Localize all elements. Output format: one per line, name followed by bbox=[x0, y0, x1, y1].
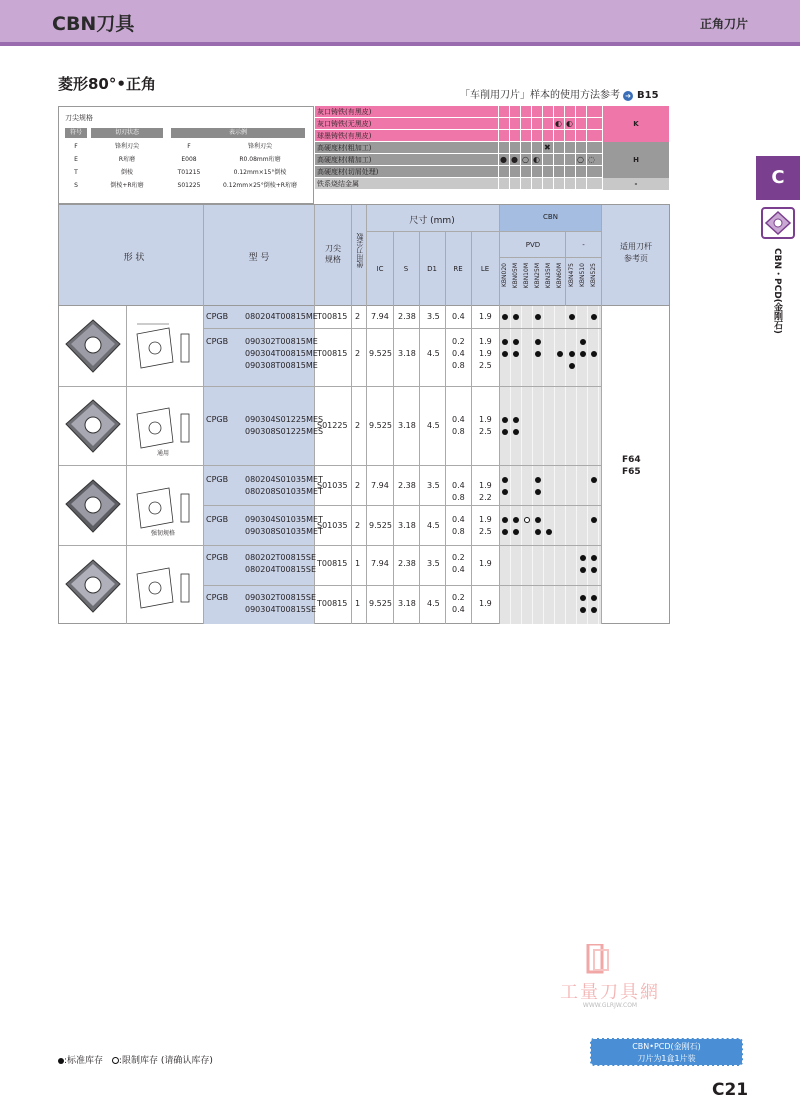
s-cell: 3.18 bbox=[398, 521, 416, 530]
d1-cell: 3.5 bbox=[427, 312, 440, 321]
re-cell: 0.8 bbox=[452, 427, 465, 436]
col-le: LE bbox=[480, 265, 490, 273]
limited-stock-circle-icon bbox=[112, 1057, 119, 1064]
stock-dot bbox=[591, 555, 597, 561]
legend-limited: :限制库存 (请确认库存) bbox=[118, 1056, 213, 1066]
row-divider bbox=[203, 505, 601, 506]
series-cell: CPGB bbox=[206, 337, 229, 346]
model-cell[interactable]: 090304S01035MET bbox=[245, 515, 323, 524]
row-divider bbox=[499, 231, 601, 232]
model-cell[interactable]: 090308T00815ME bbox=[245, 361, 318, 370]
ic-cell: 9.525 bbox=[369, 349, 392, 358]
stock-dot bbox=[557, 351, 563, 357]
group-k: K bbox=[603, 106, 669, 142]
matrix-divider bbox=[498, 106, 499, 190]
stock-dot bbox=[513, 339, 519, 345]
col-model: 型 号 bbox=[248, 253, 270, 263]
material-label: 铁系烧结金属 bbox=[317, 180, 359, 188]
col-divider bbox=[565, 231, 566, 307]
grade-label: KBN35M bbox=[545, 263, 552, 289]
tip-cell: S01035 bbox=[317, 481, 348, 490]
stock-dot bbox=[502, 489, 508, 495]
stock-dot bbox=[502, 529, 508, 535]
group-dash: - bbox=[603, 178, 669, 190]
material-label: 高硬度材(切屑处理) bbox=[317, 168, 379, 176]
col-divider bbox=[351, 205, 352, 307]
series-cell: CPGB bbox=[206, 312, 229, 321]
spec-cell: 锋利刃尖 bbox=[247, 143, 272, 150]
series-cell: CPGB bbox=[206, 593, 229, 602]
spec-header-example: 表示例 bbox=[171, 128, 305, 138]
le-cell: 2.5 bbox=[479, 527, 492, 536]
stock-dot bbox=[591, 595, 597, 601]
col-s: S bbox=[403, 265, 409, 273]
circle-icon: ○ bbox=[522, 155, 529, 164]
grade-label: KBN05M bbox=[512, 263, 519, 289]
spec-cell: 倒棱 bbox=[120, 169, 133, 176]
spec-cell: S01225 bbox=[177, 182, 201, 189]
count-cell: 2 bbox=[355, 312, 361, 321]
le-cell: 1.9 bbox=[479, 337, 492, 346]
matrix-divider bbox=[586, 106, 587, 190]
spec-title: 刀尖规格 bbox=[65, 114, 93, 122]
stock-dot bbox=[580, 607, 586, 613]
spec-cell: S bbox=[74, 182, 78, 189]
model-cell[interactable]: 080202T00815SE bbox=[245, 553, 317, 562]
spec-cell: R0.08mm珩磨 bbox=[239, 156, 281, 163]
material-label: 球墨铸铁(有黑皮) bbox=[317, 132, 372, 140]
material-label: 灰口铸铁(无黑皮) bbox=[317, 120, 372, 128]
model-cell[interactable]: 080204T00815SE bbox=[245, 565, 317, 574]
model-cell[interactable]: 090308S01225MES bbox=[245, 427, 324, 436]
stock-dot bbox=[513, 417, 519, 423]
insert-photo bbox=[62, 316, 124, 376]
col-d1: D1 bbox=[427, 265, 437, 273]
tip-cell: T00815 bbox=[317, 599, 348, 608]
spec-cell: T01215 bbox=[177, 169, 201, 176]
stock-dot bbox=[591, 607, 597, 613]
reference-note[interactable] bbox=[460, 86, 659, 101]
col-holder: 适用刀杆 参考页 bbox=[620, 242, 652, 263]
re-cell: 0.8 bbox=[452, 361, 465, 370]
dot-icon: ● bbox=[511, 155, 518, 164]
stock-dot bbox=[580, 595, 586, 601]
stock-dot bbox=[591, 351, 597, 357]
spec-cell: F bbox=[74, 143, 78, 150]
matrix-divider bbox=[531, 106, 532, 190]
d1-cell: 3.5 bbox=[427, 559, 440, 568]
re-cell: 0.4 bbox=[452, 515, 465, 524]
stock-dot bbox=[513, 314, 519, 320]
table-header bbox=[58, 204, 670, 306]
cross-icon: ✖ bbox=[544, 143, 551, 152]
drawing-caption: 通用 bbox=[157, 450, 170, 457]
page-number: C21 bbox=[712, 1080, 749, 1100]
s-cell: 2.38 bbox=[398, 481, 416, 490]
stock-dot bbox=[535, 314, 541, 320]
le-cell: 2.5 bbox=[479, 361, 492, 370]
stock-dot bbox=[535, 351, 541, 357]
re-cell: 0.8 bbox=[452, 493, 465, 502]
package-note bbox=[590, 1038, 743, 1066]
stock-dot bbox=[591, 567, 597, 573]
re-cell: 0.2 bbox=[452, 553, 465, 562]
re-cell: 0.2 bbox=[452, 593, 465, 602]
material-matrix bbox=[315, 106, 669, 204]
d1-cell: 4.5 bbox=[427, 349, 440, 358]
count-cell: 2 bbox=[355, 481, 361, 490]
le-cell: 2.2 bbox=[479, 493, 492, 502]
dot-icon: ● bbox=[500, 155, 507, 164]
row-divider bbox=[59, 545, 601, 546]
half-dot-icon: ◐ bbox=[566, 119, 573, 128]
package-note-text: CBN•PCD(金刚石) 刀片为1盒1片装 bbox=[632, 1042, 701, 1063]
series-cell: CPGB bbox=[206, 553, 229, 562]
col-tip: 刀尖 规格 bbox=[325, 244, 341, 264]
circle-icon: ○ bbox=[577, 155, 584, 164]
ic-cell: 7.94 bbox=[371, 312, 389, 321]
model-cell[interactable]: 080208S01035MET bbox=[245, 487, 323, 496]
material-label: 高硬度材(精加工) bbox=[317, 156, 372, 164]
re-cell: 0.2 bbox=[452, 337, 465, 346]
header-bar bbox=[0, 0, 800, 46]
legend bbox=[58, 1053, 213, 1066]
stock-dot bbox=[502, 517, 508, 523]
matrix-divider bbox=[553, 106, 554, 190]
insert-drawing bbox=[129, 314, 201, 380]
grade-label: KBN10M bbox=[523, 263, 530, 289]
side-label: CBN・PCD(金刚石) bbox=[772, 248, 782, 334]
grade-label: KBN510 bbox=[579, 263, 586, 287]
stock-dot bbox=[535, 489, 541, 495]
re-cell: 0.4 bbox=[452, 565, 465, 574]
model-cell[interactable]: 090304T00815ME bbox=[245, 349, 318, 358]
d1-cell: 3.5 bbox=[427, 481, 440, 490]
matrix-divider bbox=[520, 106, 521, 190]
d1-cell: 4.5 bbox=[427, 599, 440, 608]
limited-stock-circle bbox=[524, 517, 530, 523]
row-divider bbox=[203, 328, 601, 329]
col-count: 使用刀尖数 bbox=[356, 233, 364, 268]
model-cell[interactable]: 080204S01035MET bbox=[245, 475, 323, 484]
series-cell: CPGB bbox=[206, 515, 229, 524]
watermark-text: 工量刀具網 bbox=[560, 982, 660, 1003]
half-dot-icon: ◐ bbox=[533, 155, 540, 164]
legend-standard: :标准库存 bbox=[64, 1056, 104, 1066]
stock-dot bbox=[535, 529, 541, 535]
series-cell: CPGB bbox=[206, 475, 229, 484]
stock-dot bbox=[546, 529, 552, 535]
stock-dot bbox=[569, 314, 575, 320]
stock-dot bbox=[569, 363, 575, 369]
le-cell: 1.9 bbox=[479, 559, 492, 568]
insert-photo bbox=[62, 476, 124, 536]
col-dims: 尺寸 (mm) bbox=[409, 216, 455, 226]
count-cell: 2 bbox=[355, 521, 361, 530]
stock-dot bbox=[513, 517, 519, 523]
insert-drawing bbox=[129, 554, 201, 620]
spec-cell: E bbox=[74, 156, 78, 163]
count-cell: 2 bbox=[355, 421, 361, 430]
col-ic: IC bbox=[376, 265, 384, 273]
col-divider bbox=[601, 306, 602, 624]
reference-page[interactable]: B15 bbox=[637, 90, 659, 101]
model-cell[interactable]: 090304T00815SE bbox=[245, 605, 317, 614]
col-re: RE bbox=[453, 265, 463, 273]
tip-cell: T00815 bbox=[317, 349, 348, 358]
spec-cell: 0.12mm×25°倒棱+R珩磨 bbox=[223, 182, 297, 189]
stock-dot bbox=[580, 555, 586, 561]
stock-dot bbox=[502, 417, 508, 423]
arrow-icon: ➜ bbox=[623, 91, 633, 101]
matrix-divider bbox=[509, 106, 510, 190]
watermark-logo bbox=[540, 944, 680, 1014]
col-pvd: PVD bbox=[525, 241, 541, 249]
grade-label: KBN25M bbox=[534, 263, 541, 289]
spec-cell: F bbox=[187, 143, 191, 150]
count-cell: 2 bbox=[355, 349, 361, 358]
row-divider bbox=[203, 585, 601, 586]
le-cell: 1.9 bbox=[479, 415, 492, 424]
model-cell[interactable]: 090304S01225MES bbox=[245, 415, 324, 424]
stock-dot bbox=[502, 477, 508, 483]
stock-dot bbox=[591, 314, 597, 320]
insert-icon bbox=[761, 207, 795, 239]
stock-dot bbox=[580, 339, 586, 345]
stock-dot bbox=[502, 351, 508, 357]
tip-cell: S01035 bbox=[317, 521, 348, 530]
re-cell: 0.4 bbox=[452, 312, 465, 321]
count-cell: 1 bbox=[355, 559, 361, 568]
row-divider bbox=[499, 257, 601, 258]
holder-reference[interactable]: F64 F65 bbox=[622, 455, 641, 477]
drawing-caption: 强韧规格 bbox=[151, 530, 176, 537]
tip-cell: T00815 bbox=[317, 312, 348, 321]
spec-cell: E008 bbox=[181, 156, 197, 163]
matrix-divider bbox=[575, 106, 576, 190]
s-cell: 2.38 bbox=[398, 312, 416, 321]
half-dot-icon: ◐ bbox=[555, 119, 562, 128]
stock-dot bbox=[569, 351, 575, 357]
header-category: 正角刀片 bbox=[699, 17, 748, 31]
tip-spec-table bbox=[58, 106, 314, 204]
s-cell: 3.18 bbox=[398, 599, 416, 608]
row-divider bbox=[59, 465, 601, 466]
ic-cell: 9.525 bbox=[369, 521, 392, 530]
re-cell: 0.4 bbox=[452, 349, 465, 358]
stock-dot bbox=[502, 314, 508, 320]
stock-dot bbox=[591, 517, 597, 523]
insert-photo bbox=[62, 396, 124, 456]
spec-cell: 锋利刃尖 bbox=[114, 143, 139, 150]
spec-cell: 倒棱+R珩磨 bbox=[110, 182, 144, 189]
group-h: H bbox=[603, 142, 669, 178]
spec-cell: R珩磨 bbox=[118, 156, 136, 163]
le-cell: 1.9 bbox=[479, 312, 492, 321]
row-divider bbox=[59, 386, 601, 387]
matrix-divider bbox=[542, 106, 543, 190]
ic-cell: 9.525 bbox=[369, 599, 392, 608]
count-cell: 1 bbox=[355, 599, 361, 608]
s-cell: 3.18 bbox=[398, 421, 416, 430]
spec-cell: 0.12mm×15°倒棱 bbox=[233, 169, 287, 176]
model-cell[interactable]: 080204T00815ME bbox=[245, 312, 318, 321]
insert-photo bbox=[62, 556, 124, 616]
circle-icon: ◌ bbox=[588, 155, 595, 164]
stock-dot bbox=[591, 477, 597, 483]
material-row-spacer bbox=[315, 190, 669, 204]
grade-label: KBN60M bbox=[556, 263, 563, 289]
d1-cell: 4.5 bbox=[427, 521, 440, 530]
d1-cell: 4.5 bbox=[427, 421, 440, 430]
grade-label: KBN475 bbox=[568, 263, 575, 287]
matrix-divider bbox=[602, 106, 603, 190]
stock-dot bbox=[513, 529, 519, 535]
stock-dot bbox=[535, 517, 541, 523]
table-body bbox=[58, 306, 670, 624]
le-cell: 1.9 bbox=[479, 349, 492, 358]
page-subtitle: 菱形80°•正角 bbox=[58, 75, 156, 93]
model-cell[interactable]: 090302T00815SE bbox=[245, 593, 317, 602]
model-cell[interactable]: 090308S01035MET bbox=[245, 527, 323, 536]
stock-dot bbox=[580, 351, 586, 357]
col-cbn: CBN bbox=[543, 213, 558, 221]
stock-dot bbox=[535, 477, 541, 483]
row-divider bbox=[366, 231, 499, 232]
header-title: CBN刀具 bbox=[52, 13, 135, 35]
col-nocoat: - bbox=[582, 241, 585, 249]
re-cell: 0.8 bbox=[452, 527, 465, 536]
stock-dot bbox=[513, 429, 519, 435]
grade-label: KBN525 bbox=[590, 263, 597, 287]
material-label: 高硬度材(粗加工) bbox=[317, 144, 372, 152]
watermark-url: WWW.GLRJW.COM bbox=[582, 1002, 638, 1009]
reference-text: 「车削用刀片」样本的使用方法参考 bbox=[460, 90, 620, 101]
matrix-divider bbox=[564, 106, 565, 190]
le-cell: 1.9 bbox=[479, 515, 492, 524]
le-cell: 1.9 bbox=[479, 599, 492, 608]
le-cell: 2.5 bbox=[479, 427, 492, 436]
ic-cell: 7.94 bbox=[371, 559, 389, 568]
tip-cell: T00815 bbox=[317, 559, 348, 568]
grade-label: KBN020 bbox=[501, 263, 508, 287]
spec-cell: T bbox=[74, 169, 78, 176]
re-cell: 0.4 bbox=[452, 415, 465, 424]
stock-dot bbox=[535, 339, 541, 345]
col-shape: 形 状 bbox=[123, 253, 145, 263]
re-cell: 0.4 bbox=[452, 481, 465, 490]
s-cell: 2.38 bbox=[398, 559, 416, 568]
model-cell[interactable]: 090302T00815ME bbox=[245, 337, 318, 346]
stock-dot bbox=[502, 429, 508, 435]
ic-cell: 9.525 bbox=[369, 421, 392, 430]
spec-header-state: 切刃状态 bbox=[91, 128, 163, 138]
series-cell: CPGB bbox=[206, 415, 229, 424]
re-cell: 0.4 bbox=[452, 605, 465, 614]
col-divider bbox=[203, 205, 204, 307]
stock-dot bbox=[502, 339, 508, 345]
le-cell: 1.9 bbox=[479, 481, 492, 490]
tip-cell: S01225 bbox=[317, 421, 348, 430]
stock-dot bbox=[580, 567, 586, 573]
material-label: 灰口铸铁(有黑皮) bbox=[317, 108, 372, 116]
ic-cell: 7.94 bbox=[371, 481, 389, 490]
stock-dot bbox=[513, 351, 519, 357]
spec-header-symbol: 符号 bbox=[65, 128, 87, 138]
s-cell: 3.18 bbox=[398, 349, 416, 358]
side-tab-c[interactable]: C bbox=[756, 156, 800, 200]
